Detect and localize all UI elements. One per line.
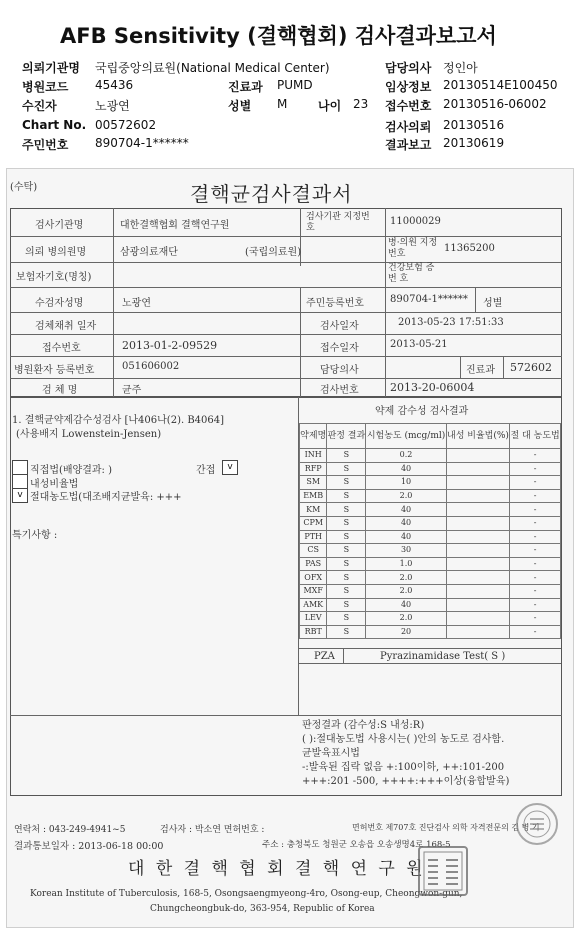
pza-label: PZA [314, 651, 335, 662]
table-row [300, 489, 561, 503]
table-cell [446, 530, 510, 544]
field-value: 20130514E100450 [443, 78, 558, 92]
table-header: 시험농도 (mcg/ml) [366, 424, 446, 449]
hosp-code: 11365200 [444, 243, 495, 254]
table-header: 약제명 [300, 424, 327, 449]
specimen-label: 검 체 명 [42, 385, 78, 396]
table-cell [446, 612, 510, 626]
pza-value: Pyrazinamidase Test( S ) [380, 651, 506, 662]
table-cell [446, 544, 510, 558]
collect-label: 검체채취 일자 [35, 321, 97, 332]
table-cell [446, 516, 510, 530]
table-cell: - [510, 462, 561, 476]
english-address-1: Korean Institute of Tuberculosis, 168-5, Osongsaengmyeong-4ro, Osong-eup, Cheongwon-gun, [30, 889, 463, 899]
table-cell: SM [300, 476, 327, 490]
field-value: 20130516 [443, 118, 505, 132]
table-row [300, 584, 561, 598]
sex-label: 성별 [483, 298, 503, 309]
recv-no-label: 접수번호 [42, 343, 81, 354]
legend-line: 균발육표시법 [302, 748, 360, 759]
table-cell: 2.0 [366, 584, 446, 598]
field-label: 나이 [318, 99, 342, 113]
table-cell [446, 584, 510, 598]
table-cell [446, 503, 510, 517]
table-cell: - [510, 449, 561, 463]
specimen: 균주 [122, 385, 142, 396]
test-no-label: 검사번호 [320, 385, 359, 396]
notes-label: 특기사항 : [12, 530, 58, 541]
table-cell [446, 489, 510, 503]
table-cell: S [327, 516, 366, 530]
table-cell: - [510, 625, 561, 639]
table-cell: - [510, 612, 561, 626]
table-header: 판정 결과 [327, 424, 366, 449]
field-label: 의뢰기관명 [22, 61, 80, 75]
test-no: 2013-20-06004 [390, 381, 475, 394]
table-row [300, 462, 561, 476]
table-cell: S [327, 476, 366, 490]
org-label: 검사기관명 [35, 220, 84, 231]
table-cell: 2.0 [366, 571, 446, 585]
table-cell: 2.0 [366, 612, 446, 626]
table-cell: S [327, 503, 366, 517]
table-cell: S [327, 584, 366, 598]
field-label: 병원코드 [22, 80, 69, 94]
medium-text: (사용배지 Lowenstein-Jensen) [16, 429, 162, 440]
table-cell: MXF [300, 584, 327, 598]
field-label: 성별 [228, 99, 252, 113]
table-header: 내성 비율법(%) [446, 424, 510, 449]
patient-reg: 051606002 [122, 361, 180, 372]
field-label: 검사의뢰 [385, 120, 432, 134]
report-title: 결핵균검사결과서 [190, 182, 353, 206]
table-cell [446, 598, 510, 612]
table-row [300, 625, 561, 639]
table-cell: S [327, 571, 366, 585]
field-label: 임상정보 [385, 80, 432, 94]
field-value: 890704-1****** [95, 136, 189, 150]
table-row [300, 503, 561, 517]
table-cell: S [327, 530, 366, 544]
table-cell: PAS [300, 557, 327, 571]
table-header: 절 대 농도법 [510, 424, 561, 449]
org-code-label: 검사기관 지정번호 [306, 212, 370, 233]
table-cell: 20 [366, 625, 446, 639]
table-cell: S [327, 598, 366, 612]
contact: 연락처 : 043-249-4941~5 [14, 825, 126, 835]
table-cell: AMK [300, 598, 327, 612]
field-value: 45436 [95, 78, 134, 92]
field-value: 20130619 [443, 136, 505, 150]
table-row [300, 516, 561, 530]
table-cell: S [327, 489, 366, 503]
table-cell: S [327, 625, 366, 639]
field-label: 주민번호 [22, 138, 69, 152]
field-value: 20130516-06002 [443, 97, 547, 111]
reg-value: 890704-1****** [390, 294, 468, 305]
table-cell [446, 571, 510, 585]
table-cell: 40 [366, 462, 446, 476]
field-value: 노광연 [95, 99, 130, 113]
table-cell: CS [300, 544, 327, 558]
address: 주소 : 충청북도 청원군 오송읍 오송생명4로 168-5 [262, 840, 451, 850]
table-cell: 30 [366, 544, 446, 558]
field-label: 접수번호 [385, 99, 432, 113]
table-cell: S [327, 544, 366, 558]
legend-line: +++:201 -500, ++++:+++이상(융합발육) [302, 776, 510, 787]
field-value: 00572602 [95, 118, 157, 132]
table-cell: - [510, 584, 561, 598]
field-value: 정인아 [443, 61, 478, 75]
table-cell: OFX [300, 571, 327, 585]
field-value: PUMD [277, 78, 313, 92]
page-title: AFB Sensitivity (결핵협회) 검사결과보고서 [60, 24, 497, 48]
abs-checkbox: v [12, 488, 28, 503]
field-label: 진료과 [228, 80, 263, 94]
test-date: 2013-05-23 17:51:33 [398, 317, 504, 328]
table-cell: 40 [366, 516, 446, 530]
table-row [300, 557, 561, 571]
table-cell: - [510, 516, 561, 530]
institute-name: 대 한 결 핵 협 회 결 핵 연 구 원 [128, 859, 426, 879]
legend-line: ( ):절대농도법 사용시는( )안의 농도로 검사함. [302, 734, 505, 745]
test-date-label: 검사일자 [320, 321, 359, 332]
legend [302, 719, 509, 789]
table-cell: 0.2 [366, 449, 446, 463]
field-value: 국립중앙의료원(National Medical Center) [95, 61, 330, 75]
hosp-code-label: 병·의원 지정번호 [388, 238, 438, 259]
legend-line: 판정결과 (감수성:S 내성:R) [302, 720, 425, 731]
reg-label: 주민등록번호 [306, 298, 364, 309]
dept-no: 572602 [510, 361, 552, 374]
table-cell: 40 [366, 530, 446, 544]
table-cell: 1.0 [366, 557, 446, 571]
table-cell: S [327, 557, 366, 571]
table-cell: S [327, 612, 366, 626]
stamp-glyph-icon [420, 848, 466, 894]
table-cell: - [510, 571, 561, 585]
method-text: 1. 결핵균약제감수성검사 [나406나(2). B4064] [12, 415, 225, 426]
table-cell: LEV [300, 612, 327, 626]
field-label: Chart No. [22, 118, 87, 132]
table-cell: EMB [300, 489, 327, 503]
org-value: 대한결핵협회 결핵연구원 [120, 220, 230, 231]
table-row [300, 476, 561, 490]
table-cell: PTH [300, 530, 327, 544]
name-value: 노광연 [122, 298, 151, 309]
table-cell: KM [300, 503, 327, 517]
recv-date: 2013-05-21 [390, 339, 448, 350]
req-hosp: 삼광의료재단 [120, 247, 178, 258]
table-row [300, 571, 561, 585]
report-date: 결과통보일자 : 2013-06-18 00:00 [14, 841, 164, 852]
insurance-no-label: 건강보험 증 번 호 [388, 263, 435, 284]
table-cell [446, 462, 510, 476]
table-cell: RFP [300, 462, 327, 476]
table-cell: - [510, 544, 561, 558]
field-label: 수진자 [22, 99, 57, 113]
req-hosp-extra: (국립의료원) [245, 247, 302, 258]
indirect-label: 간접 [196, 465, 216, 476]
table-row [300, 544, 561, 558]
table-cell: - [510, 503, 561, 517]
susceptibility-table [299, 423, 561, 639]
doctor-label: 담당의사 [320, 365, 359, 376]
table-cell: 40 [366, 503, 446, 517]
table-cell: RBT [300, 625, 327, 639]
hospital-seal [516, 803, 558, 845]
recv-no: 2013-01-2-09529 [122, 339, 218, 352]
table-row [300, 530, 561, 544]
field-label: 결과보고 [385, 138, 432, 152]
table-cell: 40 [366, 598, 446, 612]
table-cell: 10 [366, 476, 446, 490]
table-cell [446, 449, 510, 463]
req-hosp-label: 의뢰 병의원명 [25, 247, 87, 258]
insurer-label: 보험자기호(명칭) [16, 272, 92, 283]
direct-checkbox [12, 460, 28, 475]
table-row [300, 612, 561, 626]
table-cell [446, 476, 510, 490]
org-code: 11000029 [390, 216, 441, 227]
table-cell: - [510, 476, 561, 490]
legend-line: -:발육된 집락 없음 +:100이하, ++:101-200 [302, 762, 505, 773]
resist-checkbox [12, 474, 28, 489]
field-label: 담당의사 [385, 61, 432, 75]
institute-stamp [418, 846, 468, 896]
english-address-2: Chungcheongbuk-do, 363-954, Republic of Korea [150, 904, 375, 914]
table-cell: - [510, 489, 561, 503]
name-label: 수검자성명 [35, 298, 84, 309]
resist-label: 내성비율법 [30, 479, 79, 490]
table-row [300, 449, 561, 463]
corner-label: (수탁) [10, 182, 38, 193]
table-cell: S [327, 449, 366, 463]
patient-reg-label: 병원환자 등록번호 [14, 365, 95, 376]
dept-label: 진료과 [466, 365, 495, 376]
table-cell: S [327, 462, 366, 476]
table-cell: CPM [300, 516, 327, 530]
table-cell: 2.0 [366, 489, 446, 503]
recv-date-label: 접수일자 [320, 343, 359, 354]
table-row [300, 598, 561, 612]
table-cell: INH [300, 449, 327, 463]
abs-label: 절대농도법(대조배지균발육: +++ [30, 492, 182, 503]
table-cell: - [510, 598, 561, 612]
license: 면허번호 제707호 진단검사 의학 자격전문의 김 병 기 [352, 823, 540, 832]
table-cell: - [510, 557, 561, 571]
table-cell [446, 625, 510, 639]
direct-label: 직접법(배양결과: ) [30, 465, 112, 476]
table-title: 약제 감수성 검사결과 [375, 406, 469, 417]
examiner: 검사자 : 박소연 면허번호 : [160, 825, 265, 835]
indirect-checkbox: v [222, 460, 238, 475]
table-cell: - [510, 530, 561, 544]
seal-glyph-icon [518, 805, 556, 843]
field-value: M [277, 97, 288, 111]
table-cell [446, 557, 510, 571]
field-value: 23 [353, 97, 369, 111]
